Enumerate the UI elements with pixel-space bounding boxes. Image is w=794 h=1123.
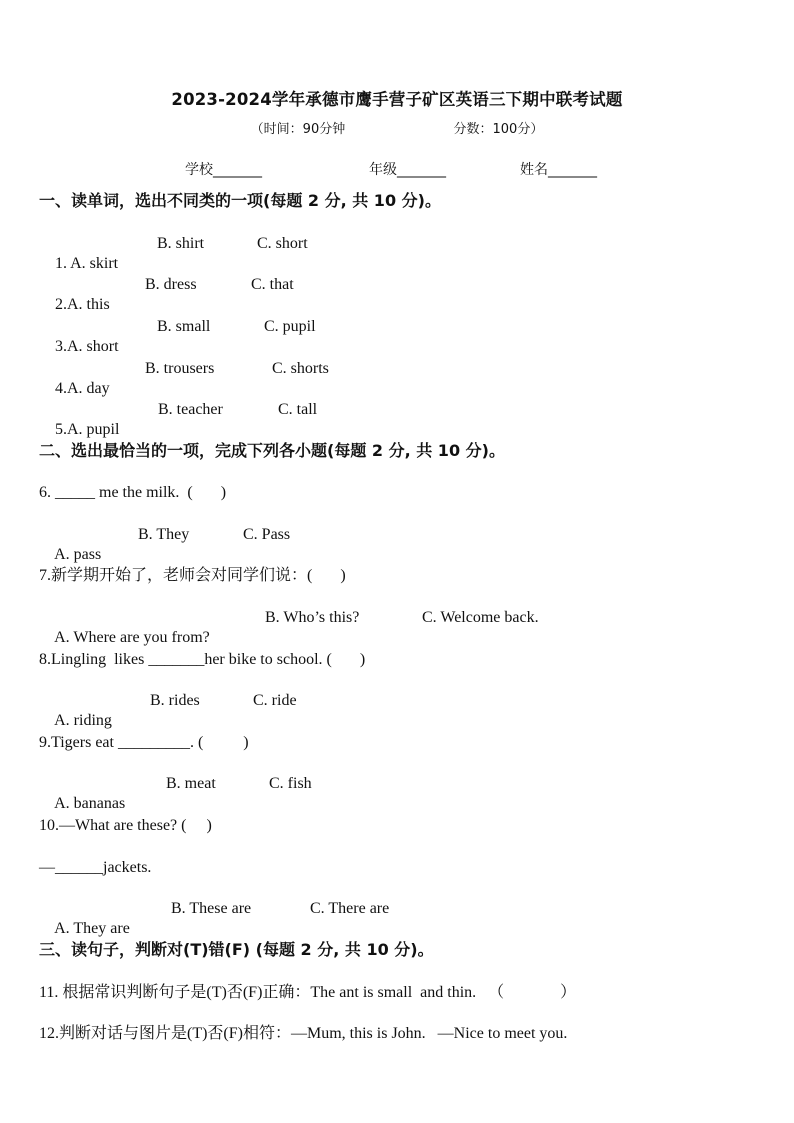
q1-option-b: B. shirt [157, 235, 205, 252]
q10-option-c: C. There are [310, 900, 390, 917]
q7-option-c: C. Welcome back. [422, 609, 539, 626]
q2-option-b: B. dress [145, 276, 197, 293]
question-8-stem: 8.Lingling likes _______her bike to school. ( ) [39, 651, 366, 668]
exam-info [0, 118, 794, 137]
question-11: 11. 根据常识判断句子是(T)否(F)正确：The ant is small and thin. （ ） [39, 984, 577, 1001]
page-title: 2023-2024学年承德市鹰手营子矿区英语三下期中联考试题 [171, 90, 623, 109]
q1-option-c: C. short [257, 235, 308, 252]
q6-option-c: C. Pass [243, 526, 291, 543]
q9-option-b: B. meat [166, 775, 216, 792]
question-10-stem: 10.—What are these? ( ) [39, 817, 212, 834]
section-1-heading: 一、读单词，选出不同类的一项(每题 2 分, 共 10 分)。 [39, 191, 441, 210]
question-7-stem: 7.新学期开始了，老师会对同学们说：( ) [39, 567, 346, 584]
question-6-stem: 6. _____ me the milk. ( ) [39, 484, 227, 501]
q4-option-b: B. trousers [145, 360, 215, 377]
q3-option-a: 3.A. short [55, 338, 119, 355]
q4-option-a: 4.A. day [55, 380, 110, 397]
q10-option-b: B. These are [171, 900, 252, 917]
q3-option-b: B. small [157, 318, 211, 335]
q7-option-b: B. Who’s this? [265, 609, 360, 626]
score-label: 分数：100分） [453, 122, 544, 137]
q6-option-b: B. They [138, 526, 190, 543]
q8-option-a: A. riding [54, 712, 112, 729]
name-field[interactable]: 姓名_______ [520, 162, 597, 178]
q5-option-c: C. tall [278, 401, 318, 418]
grade-field[interactable]: 年级_______ [369, 162, 446, 178]
question-9-stem: 9.Tigers eat _________. ( ) [39, 734, 249, 751]
q3-option-c: C. pupil [264, 318, 316, 335]
q9-option-a: A. bananas [54, 795, 126, 812]
q8-option-b: B. rides [150, 692, 200, 709]
section-2-heading: 二、选出最恰当的一项，完成下列各小题(每题 2 分, 共 10 分)。 [39, 441, 505, 460]
question-12: 12.判断对话与图片是(T)否(F)相符：—Mum, this is John. —Nice to meet you. [39, 1025, 568, 1042]
q10-option-a: A. They are [54, 920, 130, 937]
q4-option-c: C. shorts [272, 360, 329, 377]
q9-option-c: C. fish [269, 775, 312, 792]
q2-option-a: 2.A. this [55, 296, 110, 313]
q1-option-a: 1. A. skirt [55, 255, 119, 272]
q5-option-b: B. teacher [158, 401, 223, 418]
q6-option-a: A. pass [54, 546, 102, 563]
q2-option-c: C. that [251, 276, 294, 293]
time-label: （时间：90分钟 [250, 122, 346, 137]
q5-option-a: 5.A. pupil [55, 421, 120, 438]
school-field[interactable]: 学校_______ [185, 162, 262, 178]
q7-option-a: A. Where are you from? [54, 629, 210, 646]
q8-option-c: C. ride [253, 692, 297, 709]
question-10-answer-line: —______jackets. [39, 859, 152, 876]
section-3-heading: 三、读句子，判断对(T)错(F) (每题 2 分, 共 10 分)。 [39, 940, 434, 959]
